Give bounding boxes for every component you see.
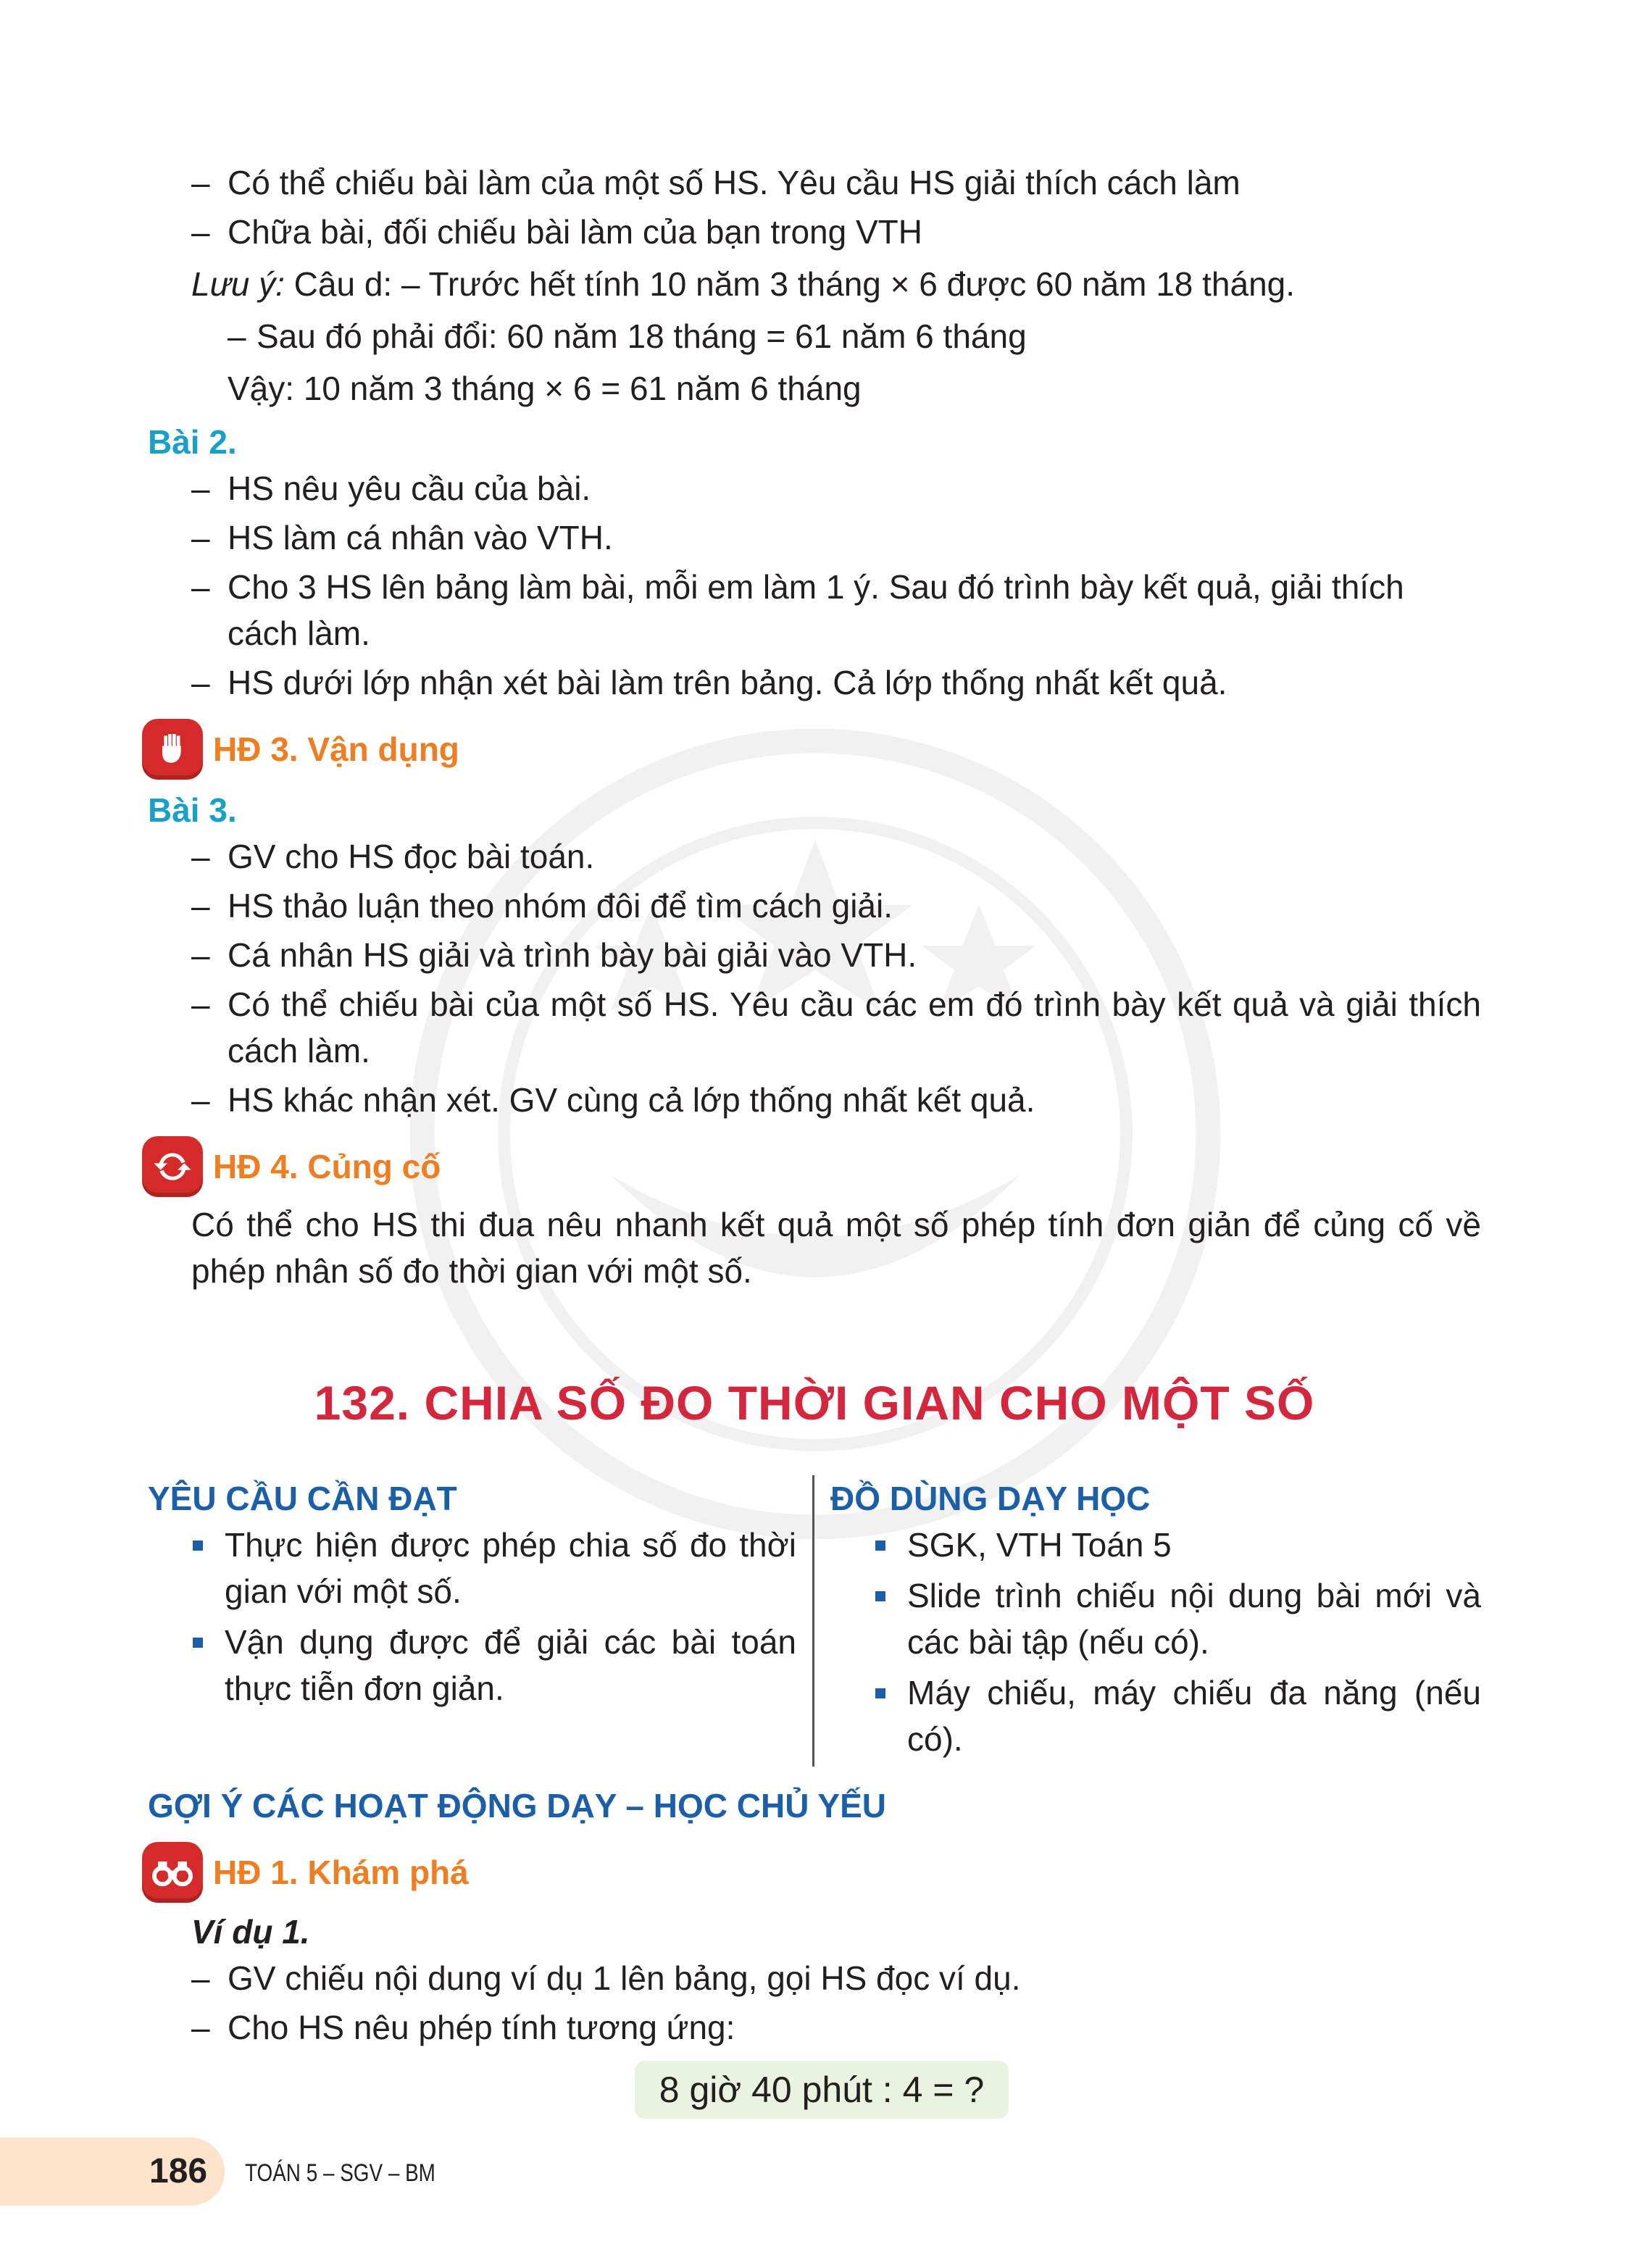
binoculars-icon <box>142 1842 203 1903</box>
hd4-title: HĐ 4. Củng cố <box>213 1148 441 1185</box>
list-item: – GV chiếu nội dung ví dụ 1 lên bảng, gọi HS đọc ví dụ. <box>191 1959 1021 1997</box>
list-item: – HS dưới lớp nhận xét bài làm trên bảng. Cả lớp thống nhất kết quả. <box>191 664 1227 701</box>
list-item: Slide trình chiếu nội dung bài mới và các bài tập (nếu có). <box>830 1572 1481 1665</box>
bai-2-heading: Bài 2. <box>148 423 237 461</box>
fist-icon <box>142 719 203 780</box>
list-item: – Có thể chiếu bài làm của một số HS. Yêu cầu HS giải thích cách làm <box>191 164 1241 201</box>
hd3-heading <box>148 719 1481 780</box>
hd4-heading <box>148 1136 1481 1197</box>
list-item: – HS nêu yêu cầu của bài. <box>191 470 591 507</box>
list-item: – Cá nhân HS giải và trình bày bài giải vào VTH. <box>191 936 917 974</box>
formula-box: 8 giờ 40 phút : 4 = ? <box>635 2061 1009 2119</box>
list-item: SGK, VTH Toán 5 <box>830 1522 1481 1568</box>
requirements-heading: YÊU CẦU CẦN ĐẠT <box>148 1480 457 1517</box>
tools-column <box>814 1475 1481 1767</box>
lesson-overview <box>148 1475 1481 1767</box>
list-item: – HS khác nhận xét. GV cùng cả lớp thống nhất kết quả. <box>191 1081 1035 1119</box>
example-label: Ví dụ 1. <box>191 1913 310 1951</box>
list-item: – Cho 3 HS lên bảng làm bài, mỗi em làm 1 ý. Sau đó trình bày kết quả, giải thích cách làm. <box>191 568 1404 652</box>
hd3-title: HĐ 3. Vận dụng <box>213 730 459 768</box>
note-text: Câu d: – Trước hết tính 10 năm 3 tháng × 6 được 60 năm 18 tháng. <box>284 265 1296 303</box>
list-item: – Cho HS nêu phép tính tương ứng: <box>191 2009 735 2046</box>
refresh-icon <box>142 1136 203 1197</box>
list-item: – Chữa bài, đối chiếu bài làm của bạn trong VTH <box>191 213 922 251</box>
note-label: Lưu ý: <box>191 265 285 303</box>
formula-wrap <box>148 2061 1481 2119</box>
footer-book-title: TOÁN 5 – SGV – BM <box>245 2159 435 2187</box>
hd1-title: HĐ 1. Khám phá <box>213 1854 469 1891</box>
requirements-column <box>148 1475 814 1767</box>
list-item: – Có thể chiếu bài của một số HS. Yêu cầu các em đó trình bày kết quả và giải thích cách làm. <box>191 985 1481 1070</box>
lesson-title: 132. CHIA SỐ ĐO THỜI GIAN CHO MỘT SỐ <box>314 1376 1315 1430</box>
bai-3-heading: Bài 3. <box>148 791 237 829</box>
list-item: Máy chiếu, máy chiếu đa năng (nếu có). <box>830 1669 1481 1762</box>
list-item: – GV cho HS đọc bài toán. <box>191 838 595 875</box>
note-sub: – Sau đó phải đổi: 60 năm 18 tháng = 61 năm 6 tháng <box>228 317 1027 355</box>
page-content <box>148 159 1481 2119</box>
activities-heading: GỢI Ý CÁC HOẠT ĐỘNG DẠY – HỌC CHỦ YẾU <box>148 1787 886 1825</box>
list-item: Thực hiện được phép chia số đo thời gian với một số. <box>148 1522 796 1614</box>
list-item: Vận dụng được để giải các bài toán thực tiễn đơn giản. <box>148 1619 796 1712</box>
list-item: – HS thảo luận theo nhóm đôi để tìm cách giải. <box>191 887 893 925</box>
tools-heading: ĐỒ DÙNG DẠY HỌC <box>830 1480 1151 1517</box>
list-item: – HS làm cá nhân vào VTH. <box>191 519 613 556</box>
page-number: 186 <box>149 2152 208 2190</box>
hd1-heading <box>148 1842 1481 1903</box>
hd4-text: Có thể cho HS thi đua nêu nhanh kết quả một số phép tính đơn giản để củng cố về phép nhân số đo thời gian với một số. <box>191 1206 1481 1290</box>
note <box>148 261 1481 307</box>
note-result: Vậy: 10 năm 3 tháng × 6 = 61 năm 6 tháng <box>228 370 862 407</box>
